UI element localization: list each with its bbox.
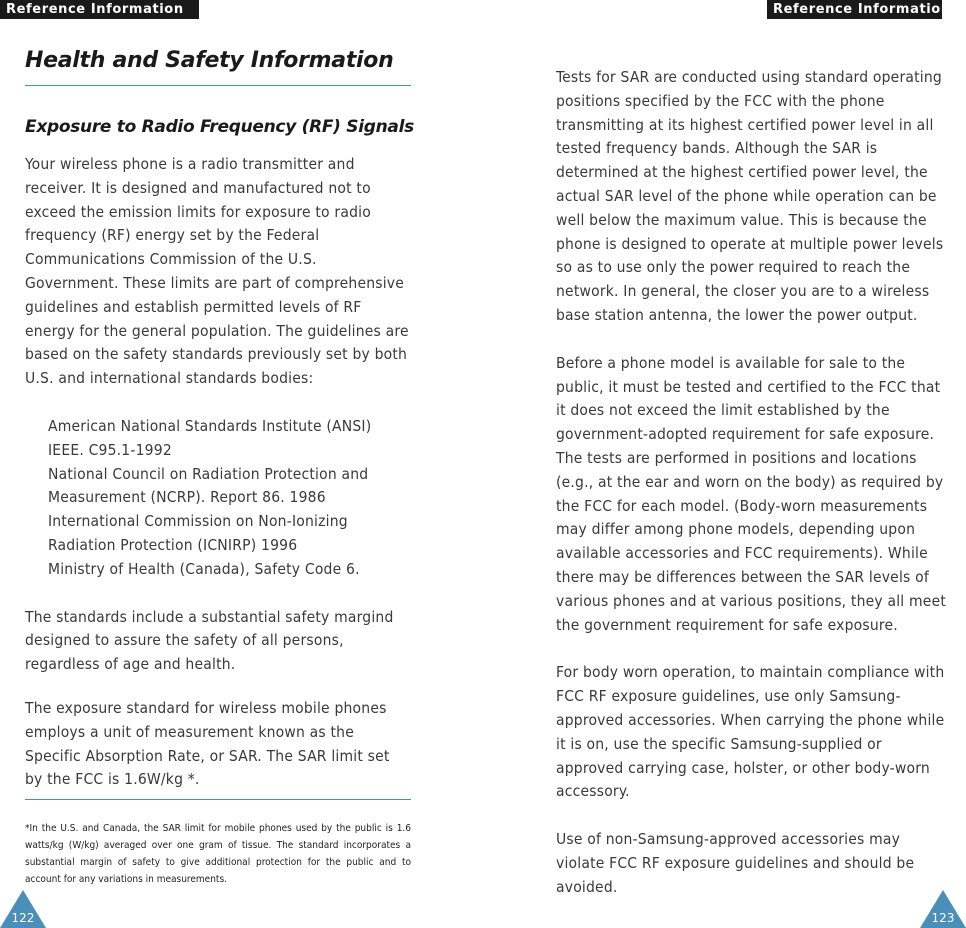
- header-tab-left: Reference Information: [0, 0, 199, 19]
- list-item: National Council on Radiation Protection and: [48, 464, 369, 483]
- list-item: American National Standards Institute (ANSI): [48, 416, 372, 435]
- accessories-paragraph: Use of non-Samsung-approved accessories may violate FCC RF exposure guidelines and should be avoided.: [556, 830, 915, 896]
- page-number-left: [0, 890, 46, 928]
- intro-paragraph: Your wireless phone is a radio transmitter and receiver. It is designed and manufactured not to exceed the emission limits for exposure to radio frequency (RF) energy set by the Federal Communications Commission of the U.S. Government. These limits are part of comprehensive guidelines and establish permitted levels of RF energy for the general population. The guidelines are based on the safety standards previously set by both U.S. and international standards bodies:: [25, 155, 409, 388]
- footnote: *In the U.S. and Canada, the SAR limit for mobile phones used by the public is 1.6 watts/kg (W/kg) averaged over one gram of tissue. The standard incorporates a substantial margin of safety to give additional protection for the public and to account for any variations in measurements.: [25, 823, 411, 885]
- sar-paragraph: The exposure standard for wireless mobile phones employs a unit of measurement known as the Specific Absorption Rate, or SAR. The SAR limit set by the FCC is 1.6W/kg *.: [25, 698, 390, 789]
- sar-testing-paragraph: Tests for SAR are conducted using standard operating positions specified by the FCC with the phone transmitting at its highest certified power level in all tested frequency bands. Although the SAR is determined at the highest certified power level, the actual SAR level of the phone while operation can be well below the maximum value. This is because the phone is designed to operate at multiple power levels so as to use only the power required to reach the network. In general, the closer you are to a wireless base station antenna, the lower the power output.: [556, 68, 944, 324]
- header-tab-right: Reference Information: [767, 0, 942, 19]
- page-number-label: 122: [11, 911, 35, 925]
- list-item: Ministry of Health (Canada), Safety Code 6.: [48, 559, 360, 578]
- footnote-divider: [25, 799, 411, 800]
- list-item: IEEE. C95.1-1992: [48, 440, 172, 459]
- page-number-right: [920, 890, 966, 928]
- certification-paragraph: Before a phone model is available for sale to the public, it must be tested and certified to the FCC that it does not exceed the limit established by the government-adopted requirement for safe exposure. The tests are performed in positions and locations (e.g., at the ear and worn on the body) as required by the FCC for each model. (Body-worn measurements may differ among phone models, depending upon available accessories and FCC requirements). While there may be differences between the SAR levels of various phones and at various positions, they all meet the government requirement for safe exposure.: [556, 353, 947, 634]
- list-item: Radiation Protection (ICNIRP) 1996: [48, 535, 298, 554]
- page-title: Health and Safety Information: [25, 48, 394, 73]
- safety-margin-paragraph: The standards include a substantial safety margind designed to assure the safety of all persons, regardless of age and health.: [25, 607, 394, 674]
- page-number-label: 123: [931, 911, 955, 925]
- title-divider: [25, 85, 411, 86]
- standards-list: [25, 415, 411, 582]
- right-column: [556, 66, 948, 900]
- list-item: Measurement (NCRP). Report 86. 1986: [48, 488, 326, 507]
- left-column: [25, 153, 411, 792]
- body-worn-paragraph: For body worn operation, to maintain compliance with FCC RF exposure guidelines, use only Samsung-approved accessories. When carrying the phone while it is on, use the specific Samsung-supplied or approved carrying case, holster, or other body-worn accessory.: [556, 663, 945, 801]
- list-item: International Commission on Non-Ionizing: [48, 512, 348, 531]
- subsection-title: Exposure to Radio Frequency (RF) Signals: [25, 117, 414, 137]
